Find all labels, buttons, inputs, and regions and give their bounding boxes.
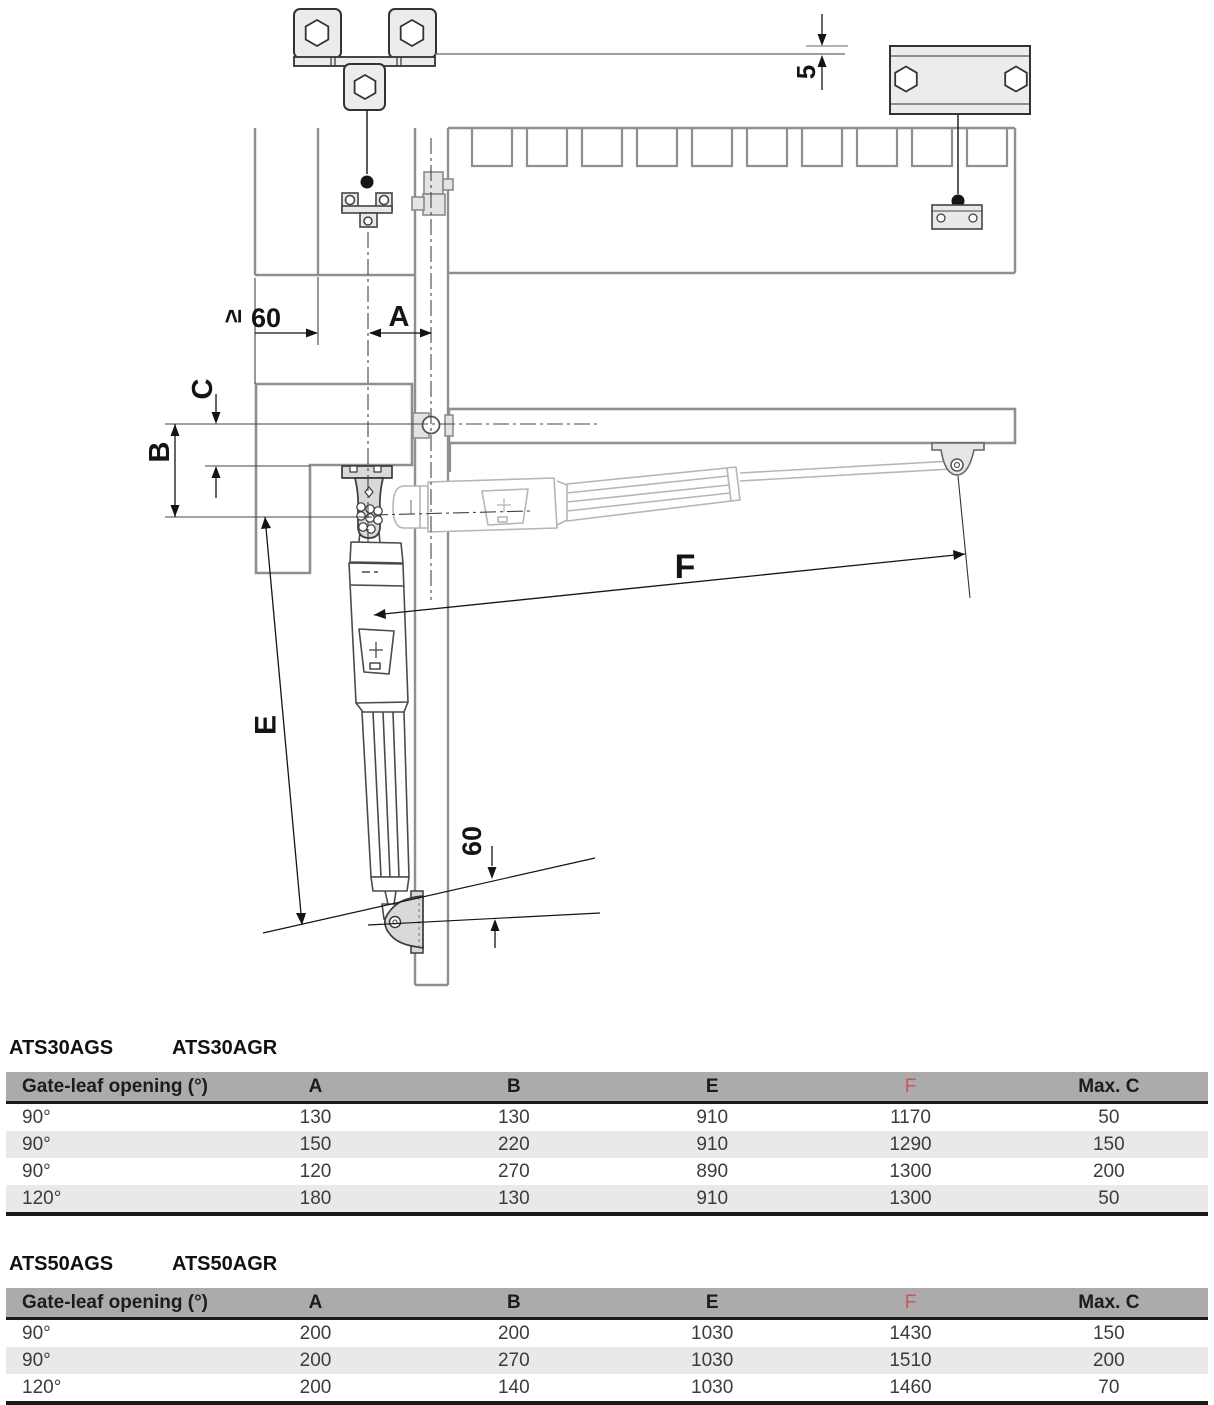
table-cell: 120 — [299, 1160, 332, 1182]
table-row — [6, 1131, 1208, 1158]
dim-label-min-offset-value: 60 — [251, 303, 282, 333]
dim-label-a: A — [388, 301, 410, 333]
post-bracket-plan — [342, 193, 392, 227]
table-block-ats30 — [6, 1037, 1208, 1216]
table-cell: 890 — [696, 1160, 729, 1182]
bottom-bracket-pivot — [390, 917, 401, 928]
table-cell: 910 — [696, 1133, 729, 1155]
table-cell: 70 — [1098, 1376, 1120, 1398]
table-cell: 270 — [497, 1160, 530, 1182]
table-cell: 1030 — [691, 1376, 734, 1398]
table-cell: 180 — [299, 1187, 332, 1209]
table-cell: 200 — [299, 1322, 332, 1344]
column-header: Max. C — [1010, 1072, 1208, 1103]
column-header: A — [216, 1072, 414, 1103]
table-row — [6, 1347, 1208, 1374]
actuator-closed-position — [393, 461, 951, 532]
hex-bolt-icon — [1005, 67, 1027, 92]
table-cell: 1300 — [889, 1160, 932, 1182]
dim-label-plate-gap: 5 — [791, 64, 821, 80]
hex-bolt-icon — [355, 75, 376, 99]
column-header: Gate-leaf opening (°) — [6, 1072, 216, 1103]
table-titles — [9, 1037, 1208, 1059]
table-titles — [9, 1253, 1208, 1275]
table-cell: 200 — [497, 1322, 530, 1344]
dim-label-c: C — [187, 378, 219, 400]
table-cell: 1030 — [691, 1322, 734, 1344]
table-cell: 200 — [299, 1349, 332, 1371]
gate-top-line — [435, 46, 848, 54]
dim-label-e: E — [249, 714, 283, 736]
model-title-ats50agr: ATS50AGR — [172, 1253, 278, 1275]
hex-bolt-icon — [895, 67, 917, 92]
table-cell: 90° — [22, 1322, 51, 1344]
table-cell: 1290 — [889, 1133, 932, 1155]
dimension-labels — [144, 65, 821, 856]
table-cell: 200 — [299, 1376, 332, 1398]
table-cell: 90° — [22, 1160, 51, 1182]
table-block-ats50 — [6, 1253, 1208, 1405]
table-cell: 130 — [497, 1106, 530, 1128]
table-cell: 1510 — [889, 1349, 932, 1371]
model-title-ats50ags: ATS50AGS — [9, 1253, 114, 1275]
column-header: B — [415, 1288, 613, 1319]
dim-label-f: F — [674, 548, 696, 586]
table-cell: 90° — [22, 1106, 51, 1128]
dim-label-min-offset-symbol: ≥ — [219, 309, 247, 323]
column-header: F — [811, 1288, 1009, 1319]
table-cell: 120° — [22, 1187, 62, 1209]
table-cell: 150 — [299, 1133, 332, 1155]
table-header-row — [6, 1288, 1208, 1319]
dim-label-b: B — [144, 441, 176, 463]
table-row — [6, 1103, 1208, 1132]
hinge — [413, 413, 453, 438]
hex-bolt-icon — [401, 20, 424, 46]
table-cell: 90° — [22, 1133, 51, 1155]
table-cell: 50 — [1098, 1106, 1120, 1128]
table-cell: 1170 — [890, 1106, 931, 1128]
table-cell: 130 — [299, 1106, 332, 1128]
column-header: E — [613, 1288, 811, 1319]
table-cell: 120° — [22, 1376, 62, 1398]
table-cell: 910 — [696, 1106, 729, 1128]
table-cell: 1030 — [691, 1349, 734, 1371]
table-cell: 270 — [497, 1349, 530, 1371]
column-header: Gate-leaf opening (°) — [6, 1288, 216, 1319]
table-cell: 50 — [1098, 1187, 1120, 1209]
dimension-table-ats30 — [6, 1072, 1208, 1216]
leader-dot — [361, 176, 374, 189]
table-cell: 90° — [22, 1349, 51, 1371]
dim-label-bottom-clearance: 60 — [457, 825, 487, 857]
table-cell: 1460 — [889, 1376, 932, 1398]
column-header: A — [216, 1288, 414, 1319]
table-cell: 130 — [497, 1187, 530, 1209]
table-row — [6, 1374, 1208, 1403]
model-title-ats30ags: ATS30AGS — [9, 1037, 114, 1059]
table-cell: 200 — [1092, 1349, 1125, 1371]
table-cell: 150 — [1092, 1322, 1125, 1344]
table-cell: 200 — [1092, 1160, 1125, 1182]
column-header: F — [811, 1072, 1009, 1103]
table-cell: 150 — [1092, 1133, 1125, 1155]
column-header: Max. C — [1010, 1288, 1208, 1319]
model-title-ats30agr: ATS30AGR — [172, 1037, 278, 1059]
table-cell: 1430 — [889, 1322, 932, 1344]
motor-bracket — [342, 466, 392, 538]
column-header: E — [613, 1072, 811, 1103]
rail-bracket-pivot — [951, 459, 963, 471]
table-cell: 910 — [696, 1187, 729, 1209]
column-header: B — [415, 1072, 613, 1103]
actuator-open-position — [349, 521, 409, 919]
hex-bolt-icon — [306, 20, 329, 46]
table-row — [6, 1319, 1208, 1348]
spec-tables — [0, 1037, 1214, 1405]
table-cell: 220 — [497, 1133, 530, 1155]
table-cell: 140 — [497, 1376, 530, 1398]
table-row — [6, 1158, 1208, 1185]
table-cell: 1300 — [889, 1187, 932, 1209]
dimension-table-ats50 — [6, 1288, 1208, 1405]
table-row — [6, 1185, 1208, 1214]
gate-slats — [472, 128, 1007, 166]
table-header-row — [6, 1072, 1208, 1103]
